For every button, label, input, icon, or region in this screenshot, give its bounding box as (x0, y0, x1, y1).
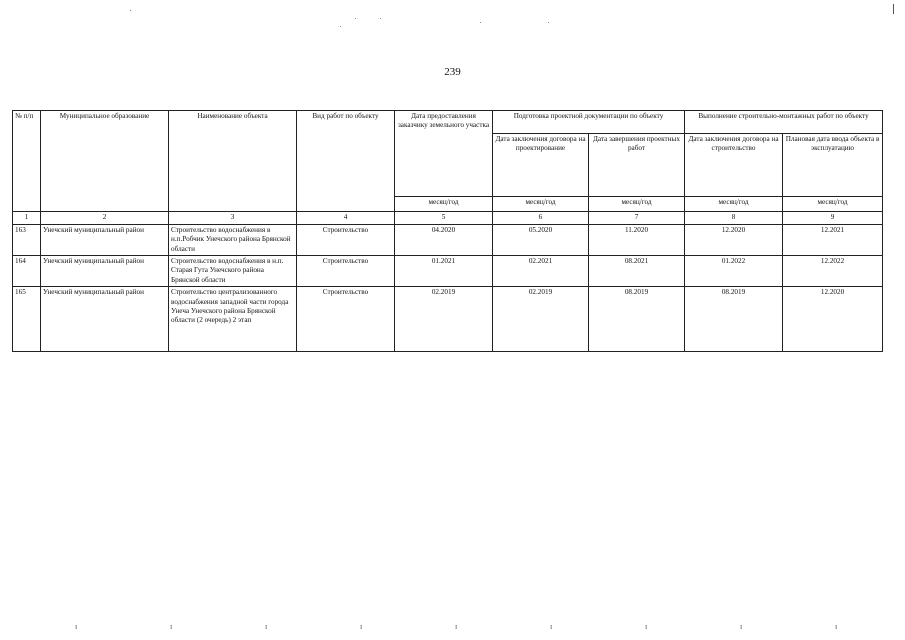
scan-dust (340, 26, 341, 27)
scan-tick-mark: ɪ (265, 622, 268, 631)
scan-tick-mark: ɪ (455, 622, 458, 631)
header-construction-contract: Дата заключения договора на строительство (685, 134, 783, 197)
column-number-row (13, 212, 883, 225)
row-num: 165 (13, 287, 41, 352)
row-design-finish: 08.2021 (589, 256, 685, 287)
header-num: № п/п (13, 111, 41, 212)
row-construction-contract: 12.2020 (685, 225, 783, 256)
header-construction-group: Выполнение строительно-монтажных работ по объекту (685, 111, 883, 134)
unit-label: месяц/год (589, 197, 685, 212)
row-num: 163 (13, 225, 41, 256)
scan-edge-mark (893, 4, 894, 14)
row-land-date: 01.2021 (395, 256, 493, 287)
header-design-finish: Дата завершения проектных работ (589, 134, 685, 197)
unit-label: месяц/год (395, 197, 493, 212)
scan-dust (380, 18, 381, 19)
column-number: 6 (493, 212, 589, 225)
table-row (13, 256, 883, 287)
object-schedule-table (12, 110, 883, 352)
column-number: 2 (41, 212, 169, 225)
row-work-type: Строительство (297, 225, 395, 256)
column-number: 8 (685, 212, 783, 225)
row-municipality: Унечский муниципальный район (41, 287, 169, 352)
column-number: 1 (13, 212, 41, 225)
row-object-name: Строительство централизованного водоснабжения западной части города Унеча Унечского района Брянской области (2 очередь) 2 этап (169, 287, 297, 352)
row-design-finish: 11.2020 (589, 225, 685, 256)
header-row-1 (13, 111, 883, 134)
row-construction-contract: 01.2022 (685, 256, 783, 287)
unit-label: месяц/год (685, 197, 783, 212)
row-construction-contract: 08.2019 (685, 287, 783, 352)
scan-tick-mark: ɪ (550, 622, 553, 631)
row-commissioning: 12.2021 (783, 225, 883, 256)
header-land-date: Дата предоставления заказчику земельного участка (395, 111, 493, 197)
header-design-contract: Дата заключения договора на проектирование (493, 134, 589, 197)
row-municipality: Унечский муниципальный район (41, 256, 169, 287)
row-land-date: 02.2019 (395, 287, 493, 352)
header-commissioning: Плановая дата ввода объекта в эксплуатацию (783, 134, 883, 197)
column-number: 3 (169, 212, 297, 225)
scan-tick-mark: ɪ (740, 622, 743, 631)
header-object-name: Наименование объекта (169, 111, 297, 212)
header-design-group: Подготовка проектной документации по объекту (493, 111, 685, 134)
row-design-contract: 05.2020 (493, 225, 589, 256)
unit-label: месяц/год (783, 197, 883, 212)
row-object-name: Строительство водоснабжения в н.п. Старая Гута Унечского района Брянской области (169, 256, 297, 287)
scan-dust (355, 18, 356, 19)
row-object-name: Строительство водоснабжения в н.п.Робчик Унечского района Брянской области (169, 225, 297, 256)
row-num: 164 (13, 256, 41, 287)
row-work-type: Строительство (297, 287, 395, 352)
column-number: 4 (297, 212, 395, 225)
header-work-type: Вид работ по объекту (297, 111, 395, 212)
unit-label: месяц/год (493, 197, 589, 212)
scan-dust (548, 22, 549, 23)
scan-tick-mark: ɪ (360, 622, 363, 631)
row-commissioning: 12.2022 (783, 256, 883, 287)
scan-tick-mark: ɪ (835, 622, 838, 631)
scan-dust (480, 22, 481, 23)
row-design-contract: 02.2019 (493, 287, 589, 352)
column-number: 9 (783, 212, 883, 225)
scan-tick-mark: ɪ (645, 622, 648, 631)
row-work-type: Строительство (297, 256, 395, 287)
scan-tick-mark: ɪ (170, 622, 173, 631)
scan-dust (130, 10, 131, 11)
table-row (13, 287, 883, 352)
row-design-finish: 08.2019 (589, 287, 685, 352)
scan-tick-mark: ɪ (75, 622, 78, 631)
row-municipality: Унечский муниципальный район (41, 225, 169, 256)
table-row (13, 225, 883, 256)
column-number: 7 (589, 212, 685, 225)
row-design-contract: 02.2021 (493, 256, 589, 287)
page-number: 239 (444, 66, 461, 78)
row-commissioning: 12.2020 (783, 287, 883, 352)
column-number: 5 (395, 212, 493, 225)
row-land-date: 04.2020 (395, 225, 493, 256)
header-municipality: Муниципальное образование (41, 111, 169, 212)
